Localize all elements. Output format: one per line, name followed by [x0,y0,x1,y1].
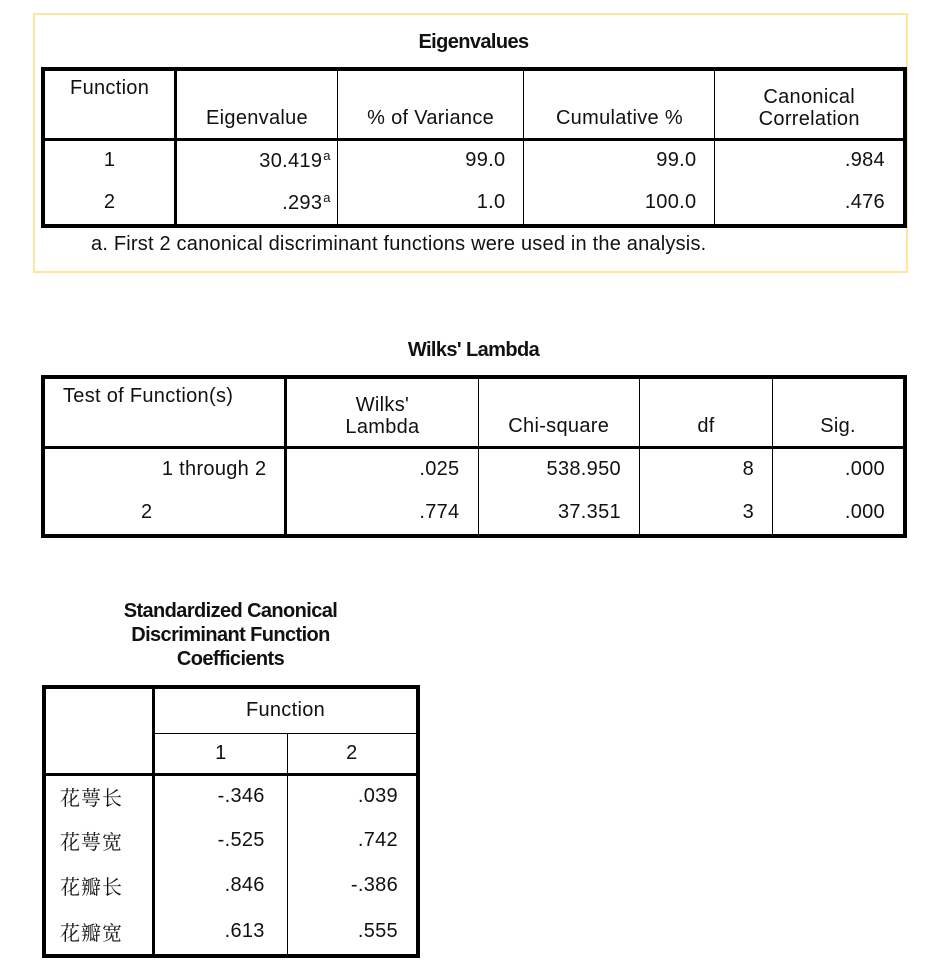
header-function: Function [43,69,176,139]
header-eigenvalue: Eigenvalue [176,69,338,139]
cell-f1: .613 [154,908,288,956]
cell-f2: .039 [287,774,418,818]
coefficients-header-row [44,687,418,733]
cell-f2: .555 [287,908,418,956]
header-canonical-correlation [715,69,905,139]
header-canonical-line2: Correlation [758,107,860,130]
header-canonical-line1: Canonical [763,85,856,108]
table-row [44,818,418,863]
cell-sig: .000 [773,490,905,536]
footnote-marker: a [323,148,331,164]
table-row [43,181,905,226]
cell-cumulative: 100.0 [524,181,715,226]
eigenvalues-title: Eigenvalues [418,31,529,53]
header-cumulative: Cumulative % [524,69,715,139]
table-row [43,139,905,181]
footnote-marker: a [323,190,331,205]
cell-eigenvalue [176,139,338,181]
coefficients-table [42,685,420,958]
table-row [44,774,418,818]
coefficients-title-line1: Standardized Canonical [123,600,338,622]
table-row [44,908,418,956]
cell-f2: -.386 [287,863,418,908]
cell-f1: -.525 [154,818,288,863]
wilks-lambda-table [41,375,907,538]
cell-canonical: .476 [715,181,905,226]
header-pct-variance: % of Variance [337,69,524,139]
eigenvalues-footnote: a. First 2 canonical discriminant functions were used in the analysis. [91,233,707,255]
eigenvalue-value: 30.419 [259,150,323,173]
cell-lambda: .774 [286,490,478,536]
table-row [44,863,418,908]
header-function-group: Function [154,687,419,733]
cell-pct-variance: 99.0 [337,139,524,181]
coefficients-title-line2: Discriminant Function [131,624,330,646]
cell-df: 8 [639,447,772,490]
table-row [43,447,905,490]
wilks-header-row [43,377,905,447]
header-function-1: 1 [154,733,288,774]
cell-variable: 花瓣长 [44,863,154,908]
eigenvalue-value: .293 [282,192,323,214]
header-function-2: 2 [287,733,418,774]
header-chi-square: Chi-square [478,377,639,447]
cell-pct-variance: 1.0 [337,181,524,226]
cell-function: 2 [43,181,176,226]
cell-f1: .846 [154,863,288,908]
header-test-of-functions: Test of Function(s) [43,377,286,447]
cell-variable: 花瓣宽 [44,908,154,956]
cell-lambda: .025 [286,447,478,490]
coefficients-title [42,599,419,671]
eigenvalues-header-row [43,69,905,139]
cell-canonical: .984 [715,139,905,181]
cell-f1: -.346 [154,774,288,818]
cell-cumulative: 99.0 [524,139,715,181]
cell-sig: .000 [773,447,905,490]
eigenvalues-table [41,67,907,228]
header-df: df [639,377,772,447]
cell-variable: 花萼宽 [44,818,154,863]
cell-function: 1 [43,139,176,181]
table-row [43,490,905,536]
header-sig: Sig. [773,377,905,447]
cell-variable: 花萼长 [44,774,154,818]
cell-test: 2 [43,490,286,536]
cell-eigenvalue [176,181,338,226]
header-lambda-line2: Lambda [345,415,420,438]
cell-df: 3 [639,490,772,536]
cell-test: 1 through 2 [43,447,286,490]
cell-chi-square: 37.351 [478,490,639,536]
cell-chi-square: 538.950 [478,447,639,490]
header-lambda-line1: Wilks' [355,393,410,416]
coefficients-title-line3: Coefficients [176,648,285,670]
cell-f2: .742 [287,818,418,863]
header-wilks-lambda [286,377,478,447]
wilks-title: Wilks' Lambda [407,339,540,361]
header-corner [44,687,154,774]
